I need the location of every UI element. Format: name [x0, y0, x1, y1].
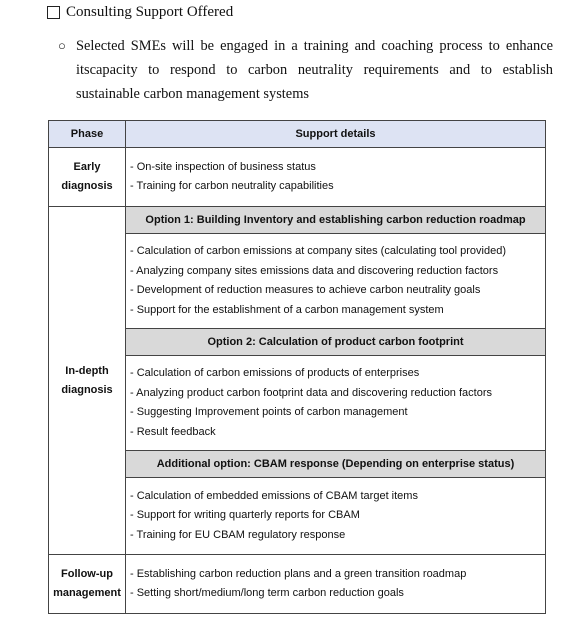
support-table	[48, 120, 546, 614]
additional-option-title: Additional option: CBAM response (Depending on enterprise status)	[126, 451, 546, 478]
list-item: - Training for EU CBAM regulatory response	[130, 528, 346, 541]
header-phase: Phase	[49, 121, 126, 148]
option1-title: Option 1: Building Inventory and establishing carbon reduction roadmap	[126, 207, 546, 234]
list-item: - Support for the establishment of a carbon management system	[130, 303, 444, 316]
list-item: - Analyzing product carbon footprint data and discovering reduction factors	[130, 386, 492, 399]
details-follow-up	[126, 555, 546, 614]
list-item: - Support for writing quarterly reports for CBAM	[130, 509, 360, 522]
list-item: - Suggesting Improvement points of carbon management	[130, 406, 408, 418]
list-item: - Establishing carbon reduction plans and a green transition roadmap	[130, 567, 467, 580]
list-item: - Calculation of embedded emissions of CBAM target items	[130, 489, 418, 502]
details-early-diagnosis	[126, 148, 546, 207]
details-option1	[126, 234, 546, 329]
details-option2	[126, 356, 546, 451]
list-item: - Development of reduction measures to achieve carbon neutrality goals	[130, 284, 481, 296]
list-item: - Result feedback	[130, 425, 216, 438]
list-item: - Setting short/medium/long term carbon reduction goals	[130, 587, 404, 599]
phase-early-diagnosis: Early diagnosis	[49, 148, 126, 207]
table-row-follow-up	[49, 555, 546, 614]
section-title: Consulting Support Offered	[66, 4, 234, 20]
intro-bullet	[58, 34, 553, 106]
intro-paragraph: Selected SMEs will be engaged in a training and coaching process to enhance itscapacity to respond to carbon neutrality requirements and to establish sustainable carbon management systems	[76, 38, 553, 102]
phase-follow-up-management: Follow-up management	[49, 555, 126, 614]
header-support-details: Support details	[126, 121, 546, 148]
checkbox-square-icon	[47, 6, 60, 19]
list-item: - Calculation of carbon emissions at company sites (calculating tool provided)	[130, 245, 507, 257]
table-row-early-diagnosis	[49, 148, 546, 207]
table-row-option1-title	[49, 207, 546, 234]
list-item: - Analyzing company sites emissions data and discovering reduction factors	[130, 264, 499, 277]
table-header-row	[49, 121, 546, 148]
section-heading	[47, 4, 233, 21]
details-additional-option	[126, 478, 546, 555]
hollow-circle-bullet-icon: ○	[58, 38, 66, 53]
phase-in-depth-diagnosis: In-depth diagnosis	[49, 207, 126, 555]
list-item: - Calculation of carbon emissions of products of enterprises	[130, 367, 420, 379]
list-item: - On-site inspection of business status	[130, 160, 316, 173]
list-item: - Training for carbon neutrality capabilities	[130, 180, 334, 192]
option2-title: Option 2: Calculation of product carbon footprint	[126, 329, 546, 356]
